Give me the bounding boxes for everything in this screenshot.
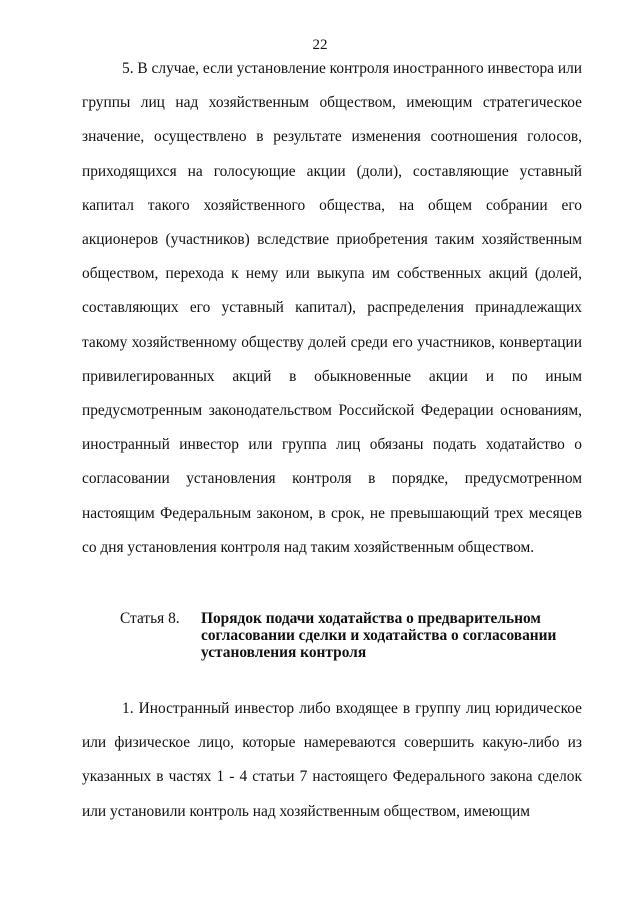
page-number: 22: [312, 37, 328, 53]
article-number: Статья 8.: [120, 610, 180, 627]
paragraph-1: [82, 692, 582, 829]
paragraph-1-text: 1. Иностранный инвестор либо входящее в группу лиц юридическое или физическое лицо, которые намереваются совершить какую-либо из указанных в частях 1 - 4 статьи 7 настоящего Федерального закона сделок или установили контроль над хозяйственным обществом, имеющим: [82, 700, 582, 820]
article-title: Порядок подачи ходатайства о предварительном согласовании сделки и ходатайства о согласовании установления контроля: [201, 610, 557, 661]
paragraph-5: [82, 52, 582, 565]
paragraph-5-text: 5. В случае, если установление контроля иностранного инвестора или группы лиц над хозяйственным обществом, имеющим стратегическое значение, осуществлено в результате изменения соотношения голосов, приходящихся на голосующие акции (доли), составляющие уставный капитал такого хозяйственного общества, на общем собрании его акционеров (участников) вследствие приобретения таким хозяйственным обществом, перехода к нему или выкупа им собственных акций (долей, составляющих его уставный капитал), распределения принадлежащих такому хозяйственному обществу долей среди его участников, конвертации привилегированных акций в обыкновенные акции и по иным предусмотренным законодательством Российской Федерации основаниям, иностранный инвестор или группа лиц обязаны подать ходатайство о согласовании установления контроля в порядке, предусмотренном настоящим Федеральным законом, в срок, не превышающий трех месяцев со дня установления контроля над таким хозяйственным обществом.: [82, 60, 582, 556]
